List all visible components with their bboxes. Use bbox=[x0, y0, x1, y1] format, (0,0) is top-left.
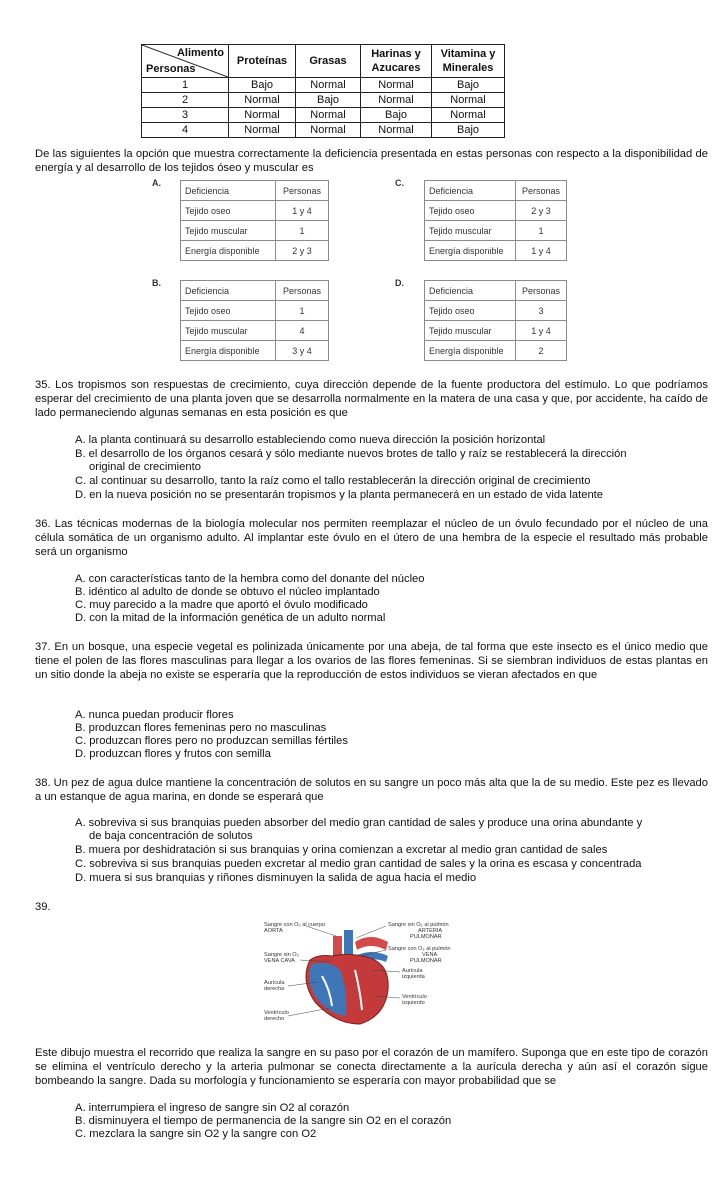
q36-option-a: A. con características tanto de la hembra como del donante del núcleo bbox=[75, 573, 425, 585]
table-cell: Bajo bbox=[296, 93, 361, 108]
header-vitaminas bbox=[432, 45, 505, 78]
table-cell: 4 bbox=[276, 321, 329, 341]
table-cell: Deficiencia bbox=[425, 181, 516, 201]
corner-header bbox=[142, 45, 229, 78]
table-cell: Tejido oseo bbox=[181, 201, 276, 221]
heart-label-text: Aurícula bbox=[264, 980, 285, 986]
q39-option-a: A. interrumpiera el ingreso de sangre sin O2 al corazón bbox=[75, 1102, 350, 1114]
table-cell: Normal bbox=[361, 78, 432, 93]
q38-option-b: B. muera por deshidratación si sus branquias y orina comienzan a excretar al medio gran cantidad de sales bbox=[75, 844, 608, 856]
heart-label-text: izquierdo bbox=[402, 1000, 425, 1006]
nutrition-table bbox=[141, 44, 505, 138]
heart-label-auricula-izquierda bbox=[402, 968, 425, 980]
heart-label-vena-pulmonar bbox=[388, 946, 451, 964]
heart-label-aorta bbox=[264, 922, 325, 934]
option-b-table bbox=[180, 280, 329, 361]
table-cell: Personas bbox=[276, 281, 329, 301]
table-row bbox=[142, 93, 505, 108]
table-cell: Normal bbox=[229, 108, 296, 123]
heart-label-text: derecho bbox=[264, 1016, 285, 1022]
table-cell: 1 bbox=[276, 301, 329, 321]
heart-label-text: ARTERIA bbox=[418, 928, 443, 934]
table-cell: 1 bbox=[142, 78, 229, 93]
table-cell: 1 bbox=[516, 221, 567, 241]
q37-stem: 37. En un bosque, una especie vegetal es polinizada únicamente por una abeja, de tal forma que este insecto es el único medio que tiene el polen de las flores masculinas para llegar a los ovarios de las flores femeninas. Si se siembran individuos de estas plantas en un sitio donde la abeja no existe se esperaría que la reproducción de estos individuos se vieran afectados en que bbox=[35, 641, 708, 681]
table-row bbox=[142, 108, 505, 123]
table-cell: Tejido muscular bbox=[425, 321, 516, 341]
table-cell: Normal bbox=[296, 123, 361, 138]
table-cell: Personas bbox=[516, 281, 567, 301]
table-cell: Normal bbox=[296, 78, 361, 93]
table-cell: Tejido muscular bbox=[181, 321, 276, 341]
q37-option-a: A. nunca puedan producir flores bbox=[75, 709, 234, 721]
heart-label-text: Ventrículo bbox=[402, 994, 427, 1000]
table-cell: 2 y 3 bbox=[276, 241, 329, 261]
table-cell: Tejido oseo bbox=[425, 301, 516, 321]
q35-stem: 35. Los tropismos son respuestas de crecimiento, cuya dirección depende de la fuente productora del estímulo. Lo que podríamos esperar del crecimiento de una planta joven que se desarrolla normalmente en la matera de una casa y que, por accidente, ha caído de lado permaneciendo algunas semanas en esta posición es que bbox=[35, 379, 708, 419]
table-cell: 2 y 3 bbox=[516, 201, 567, 221]
q36-option-c: C. muy parecido a la madre que aportó el óvulo modificado bbox=[75, 599, 368, 611]
option-b-label: B. bbox=[152, 278, 161, 288]
q38-option-d: D. muera si sus branquias y riñones disminuyen la salida de agua hacia el medio bbox=[75, 872, 477, 884]
table-cell: Tejido oseo bbox=[425, 201, 516, 221]
q36-stem: 36. Las técnicas modernas de la biología molecular nos permiten reemplazar el núcleo de un óvulo fecundado por el núcleo de una célula somática de un organismo adulto. Al implantar este óvulo en el útero de una hembra de la especie el resultado más probable será un organismo bbox=[35, 518, 708, 558]
table-row bbox=[142, 123, 505, 138]
q34-intro: De las siguientes la opción que muestra correctamente la deficiencia presentada en estas personas con respecto a la disponibilidad de energía y al desarrollo de los tejidos óseo y muscular es bbox=[35, 148, 708, 174]
header-proteinas: Proteínas bbox=[229, 45, 296, 78]
option-d-label: D. bbox=[395, 278, 404, 288]
q38-option-a: A. sobreviva si sus branquias pueden absorber del medio gran cantidad de sales y produce una orina abundante y bbox=[75, 817, 643, 829]
table-cell: Normal bbox=[432, 93, 505, 108]
table-cell: Energía disponible bbox=[425, 241, 516, 261]
heart-label-arteria-pulmonar bbox=[388, 922, 449, 940]
heart-label-text: PULMONAR bbox=[410, 958, 442, 964]
heart-label-ventriculo-izquierdo bbox=[402, 994, 427, 1006]
q37-option-c: C. produzcan flores pero no produzcan semillas fértiles bbox=[75, 735, 348, 747]
table-cell: Deficiencia bbox=[425, 281, 516, 301]
table-row bbox=[142, 78, 505, 93]
heart-label-text: Aurícula bbox=[402, 968, 423, 974]
heart-diagram bbox=[260, 920, 500, 1028]
q37-option-d: D. produzcan flores y frutos con semilla bbox=[75, 748, 271, 760]
heart-label-text: PULMONAR bbox=[410, 934, 442, 940]
table-cell: 1 y 4 bbox=[516, 321, 567, 341]
heart-label-text: Sangre sin O₂ bbox=[264, 952, 299, 958]
q36-option-d: D. con la mitad de la información genética de un adulto normal bbox=[75, 612, 386, 624]
table-cell: 3 bbox=[142, 108, 229, 123]
heart-label-text: Sangre con O₂ al pulmón bbox=[388, 946, 451, 952]
table-cell: Bajo bbox=[361, 108, 432, 123]
heart-label-text: AORTA bbox=[264, 928, 283, 934]
table-cell: Normal bbox=[361, 93, 432, 108]
header-grasas: Grasas bbox=[296, 45, 361, 78]
header-vitaminas-text: Vitamina y Minerales bbox=[440, 48, 496, 74]
q38-option-a-cont: de baja concentración de solutos bbox=[89, 830, 253, 842]
table-cell: Normal bbox=[296, 108, 361, 123]
table-cell: Bajo bbox=[432, 78, 505, 93]
table-cell: Deficiencia bbox=[181, 281, 276, 301]
q39-option-b: B. disminuyera el tiempo de permanencia de la sangre sin O2 en el corazón bbox=[75, 1115, 452, 1127]
table-cell: Tejido muscular bbox=[425, 221, 516, 241]
table-cell: 2 bbox=[142, 93, 229, 108]
table-cell: 1 y 4 bbox=[276, 201, 329, 221]
corner-top-label: Alimento bbox=[176, 47, 224, 59]
table-cell: Personas bbox=[516, 181, 567, 201]
q35-option-c: C. al continuar su desarrollo, tanto la raíz como el tallo restablecerán la dirección original de crecimiento bbox=[75, 475, 591, 487]
heart-label-text: Sangre con O₂ al cuerpo bbox=[264, 922, 326, 928]
q36-option-b: B. idéntico al adulto de donde se obtuvo el núcleo implantado bbox=[75, 586, 380, 598]
table-cell: Personas bbox=[276, 181, 329, 201]
heart-illustration bbox=[260, 920, 500, 1028]
corner-bottom-label: Personas bbox=[146, 63, 196, 75]
table-cell: Energía disponible bbox=[181, 341, 276, 361]
table-cell: 3 bbox=[516, 301, 567, 321]
option-d-table bbox=[424, 280, 567, 361]
table-cell: 4 bbox=[142, 123, 229, 138]
heart-label-text: izquierda bbox=[402, 974, 425, 980]
table-cell: 1 y 4 bbox=[516, 241, 567, 261]
q39-stem: Este dibujo muestra el recorrido que realiza la sangre en su paso por el corazón de un mamífero. Suponga que en este tipo de corazón se elimina el ventrículo derecho y la arteria pulmonar se conecta directamente a la aurícula derecha y aún así el corazón sigue bombeando la sangre. Dada su morfología y funcionamiento se esperaría con mayor probabilidad que se bbox=[35, 1047, 708, 1087]
heart-label-text: Sangre sin O₂ al pulmón bbox=[388, 922, 449, 928]
header-harinas-text: Harinas y Azucares bbox=[371, 48, 421, 74]
table-cell: Tejido muscular bbox=[181, 221, 276, 241]
table-cell: Bajo bbox=[229, 78, 296, 93]
q35-option-b: B. el desarrollo de los órganos cesará y sólo mediante nuevos brotes de tallo y raíz se restablecerá la dirección bbox=[75, 448, 627, 460]
q38-stem: 38. Un pez de agua dulce mantiene la concentración de solutos en su sangre un poco más alta que la de su medio. Este pez es llevado a un estanque de agua marina, en donde se esperará que bbox=[35, 777, 708, 803]
q35-option-d: D. en la nueva posición no se presentarán tropismos y la planta permanecerá en un estado de vida latente bbox=[75, 489, 604, 501]
q35-option-b-cont: original de crecimiento bbox=[89, 461, 201, 473]
table-cell: Normal bbox=[432, 108, 505, 123]
option-a-label: A. bbox=[152, 178, 161, 188]
q35-option-a: A. la planta continuará su desarrollo estableciendo como nueva dirección la posición horizontal bbox=[75, 434, 546, 446]
table-cell: Energía disponible bbox=[425, 341, 516, 361]
q39-option-c: C. mezclara la sangre sin O2 y la sangre con O2 bbox=[75, 1128, 317, 1140]
heart-label-ventriculo-derecho bbox=[264, 1010, 289, 1022]
table-cell: Bajo bbox=[432, 123, 505, 138]
heart-label-auricula-derecha bbox=[264, 980, 285, 992]
header-harinas bbox=[361, 45, 432, 78]
option-c-label: C. bbox=[395, 178, 404, 188]
heart-label-text: Ventrículo bbox=[264, 1010, 289, 1016]
table-cell: Normal bbox=[229, 93, 296, 108]
table-cell: Deficiencia bbox=[181, 181, 276, 201]
heart-label-vena-cava bbox=[264, 952, 299, 964]
table-cell: 1 bbox=[276, 221, 329, 241]
table-cell: Normal bbox=[361, 123, 432, 138]
heart-label-text: derecha bbox=[264, 986, 285, 992]
table-cell: Tejido oseo bbox=[181, 301, 276, 321]
table-cell: 3 y 4 bbox=[276, 341, 329, 361]
table-cell: 2 bbox=[516, 341, 567, 361]
option-a-table bbox=[180, 180, 329, 261]
q38-option-c: C. sobreviva si sus branquias pueden excretar al medio gran cantidad de sales y la orina es escasa y concentrada bbox=[75, 858, 642, 870]
q37-option-b: B. produzcan flores femeninas pero no masculinas bbox=[75, 722, 327, 734]
table-cell: Normal bbox=[229, 123, 296, 138]
option-c-table bbox=[424, 180, 567, 261]
q39-number: 39. bbox=[35, 901, 51, 913]
heart-label-text: VENA CAVA bbox=[264, 958, 295, 964]
table-cell: Energía disponible bbox=[181, 241, 276, 261]
heart-label-text: VENA bbox=[422, 952, 438, 958]
